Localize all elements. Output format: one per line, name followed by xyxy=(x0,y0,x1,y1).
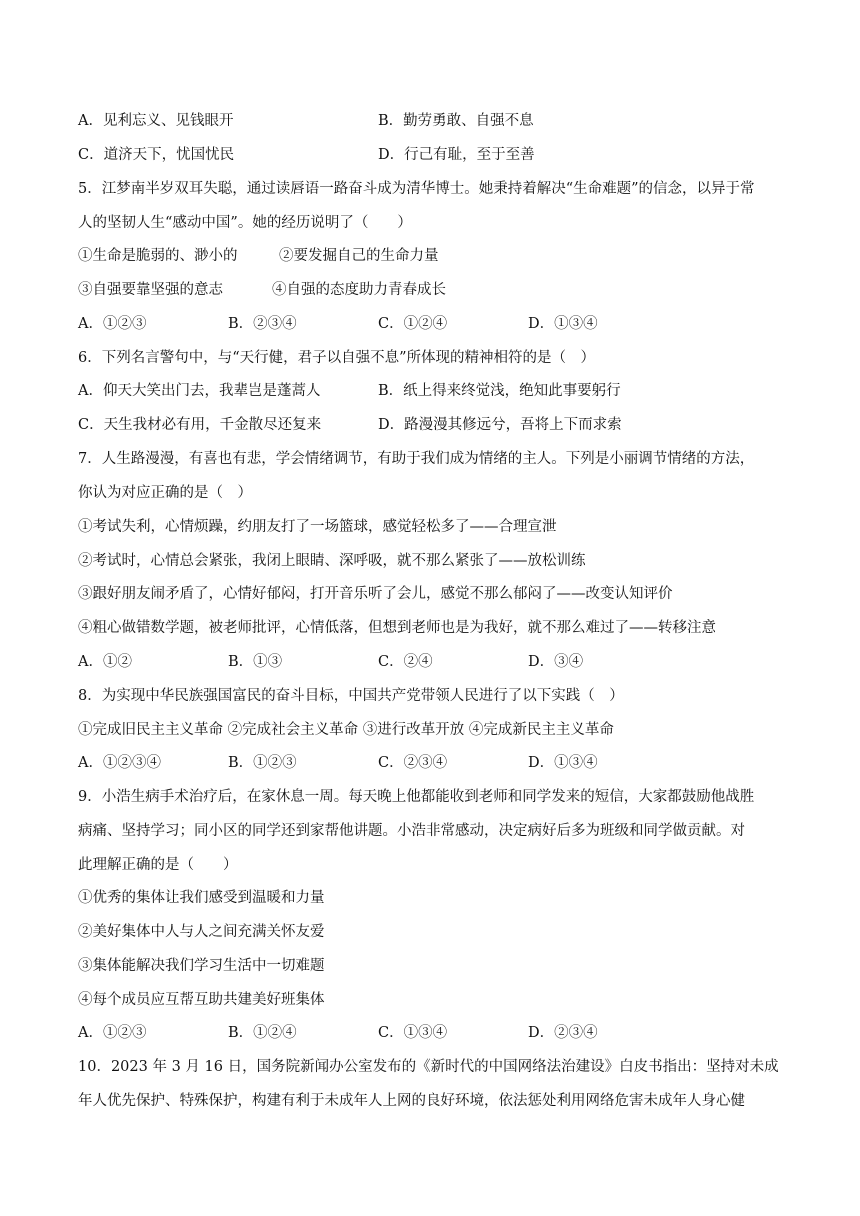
q9-option-a: A．①②③ xyxy=(78,1025,147,1041)
q7-option-d: D．③④ xyxy=(528,654,584,670)
q9-stem-line1: 9．小浩生病手术治疗后，在家休息一周。每天晚上他都能收到老师和同学发来的短信，大家都鼓励他战胜 xyxy=(78,789,755,805)
q7-statement-4: ④粗心做错数学题，被老师批评，心情低落，但想到老师也是为我好，就不那么难过了——转移注意 xyxy=(78,620,716,636)
q9-statement-4: ④每个成员应互帮互助共建美好班集体 xyxy=(78,992,325,1008)
q9-statement-2: ②美好集体中人与人之间充满关怀友爱 xyxy=(78,924,325,940)
q7-option-c: C．②④ xyxy=(378,654,433,670)
q6-option-d: D．路漫漫其修远兮，吾将上下而求索 xyxy=(378,417,622,433)
q9-option-d: D．②③④ xyxy=(528,1025,598,1041)
q9-statement-1: ①优秀的集体让我们感受到温暖和力量 xyxy=(78,890,325,906)
q7-statement-1: ①考试失利，心情烦躁，约朋友打了一场篮球，感觉轻松多了——合理宣泄 xyxy=(78,519,557,535)
q7-stem-line1: 7．人生路漫漫，有喜也有悲，学会情绪调节，有助于我们成为情绪的主人。下列是小丽调节情绪的方法， xyxy=(78,451,755,467)
q9-stem-line3: 此理解正确的是（ ） xyxy=(78,857,238,873)
q8-stem: 8．为实现中华民族强国富民的奋斗目标，中国共产党带领人民进行了以下实践（ ） xyxy=(78,688,624,704)
q9-statement-3: ③集体能解决我们学习生活中一切难题 xyxy=(78,958,325,974)
q6-option-b: B．纸上得来终觉浅，绝知此事要躬行 xyxy=(378,383,621,399)
q7-stem-line2: 你认为对应正确的是（ ） xyxy=(78,485,252,501)
q5-statement-4: ④自强的态度助力青春成长 xyxy=(272,282,446,298)
q4-option-b: B．勤劳勇敢、自强不息 xyxy=(378,113,534,129)
q10-stem-line1: 10．2023 年 3 月 16 日，国务院新闻办公室发布的《新时代的中国网络法治建设》白皮书指出：坚持对未成 xyxy=(78,1059,779,1075)
q7-option-a: A．①② xyxy=(78,654,132,670)
q7-option-b: B．①③ xyxy=(228,654,283,670)
q10-stem-line2: 年人优先保护、特殊保护，构建有利于未成年人上网的良好环境，依法惩处利用网络危害未成年人身心健 xyxy=(78,1093,745,1109)
q9-option-b: B．①②④ xyxy=(228,1025,297,1041)
q8-option-a: A．①②③④ xyxy=(78,755,161,771)
q9-stem-line2: 病痛、坚持学习；同小区的同学还到家帮他讲题。小浩非常感动，决定病好后多为班级和同学做贡献。对 xyxy=(78,823,745,839)
q8-option-d: D．①③④ xyxy=(528,755,598,771)
q8-option-b: B．①②③ xyxy=(228,755,297,771)
q7-statement-3: ③跟好朋友闹矛盾了，心情好郁闷，打开音乐听了会儿，感觉不那么郁闷了——改变认知评价 xyxy=(78,586,673,602)
q5-option-a: A．①②③ xyxy=(78,316,147,332)
q4-option-c: C．道济天下，忧国忧民 xyxy=(78,147,235,163)
q4-option-d: D．行己有耻，至于至善 xyxy=(378,147,535,163)
q8-items: ①完成旧民主主义革命 ②完成社会主义革命 ③进行改革开放 ④完成新民主主义革命 xyxy=(78,722,614,738)
q5-stem-line2: 人的坚韧人生“感动中国”。她的经历说明了（ ） xyxy=(78,215,412,231)
q9-option-c: C．①③④ xyxy=(378,1025,448,1041)
q6-stem: 6．下列名言警句中，与“天行健，君子以自强不息”所体现的精神相符的是（ ） xyxy=(78,350,596,366)
q5-stem-line1: 5．江梦南半岁双耳失聪，通过读唇语一路奋斗成为清华博士。她秉持着解决“生命难题”的信念，以异于常 xyxy=(78,181,755,197)
q6-option-c: C．天生我材必有用，千金散尽还复来 xyxy=(78,417,322,433)
q8-option-c: C．②③④ xyxy=(378,755,448,771)
q6-option-a: A．仰天大笑出门去，我辈岂是蓬蒿人 xyxy=(78,383,321,399)
q5-statement-3: ③自强要靠坚强的意志 xyxy=(78,282,223,298)
q5-statement-2: ②要发掘自己的生命力量 xyxy=(279,248,439,264)
q5-option-b: B．②③④ xyxy=(228,316,297,332)
q5-statement-1: ①生命是脆弱的、渺小的 xyxy=(78,248,238,264)
q7-statement-2: ②考试时，心情总会紧张，我闭上眼睛、深呼吸，就不那么紧张了——放松训练 xyxy=(78,553,586,569)
q5-option-d: D．①③④ xyxy=(528,316,598,332)
q5-option-c: C．①②④ xyxy=(378,316,448,332)
q4-option-a: A．见利忘义、见钱眼开 xyxy=(78,113,234,129)
